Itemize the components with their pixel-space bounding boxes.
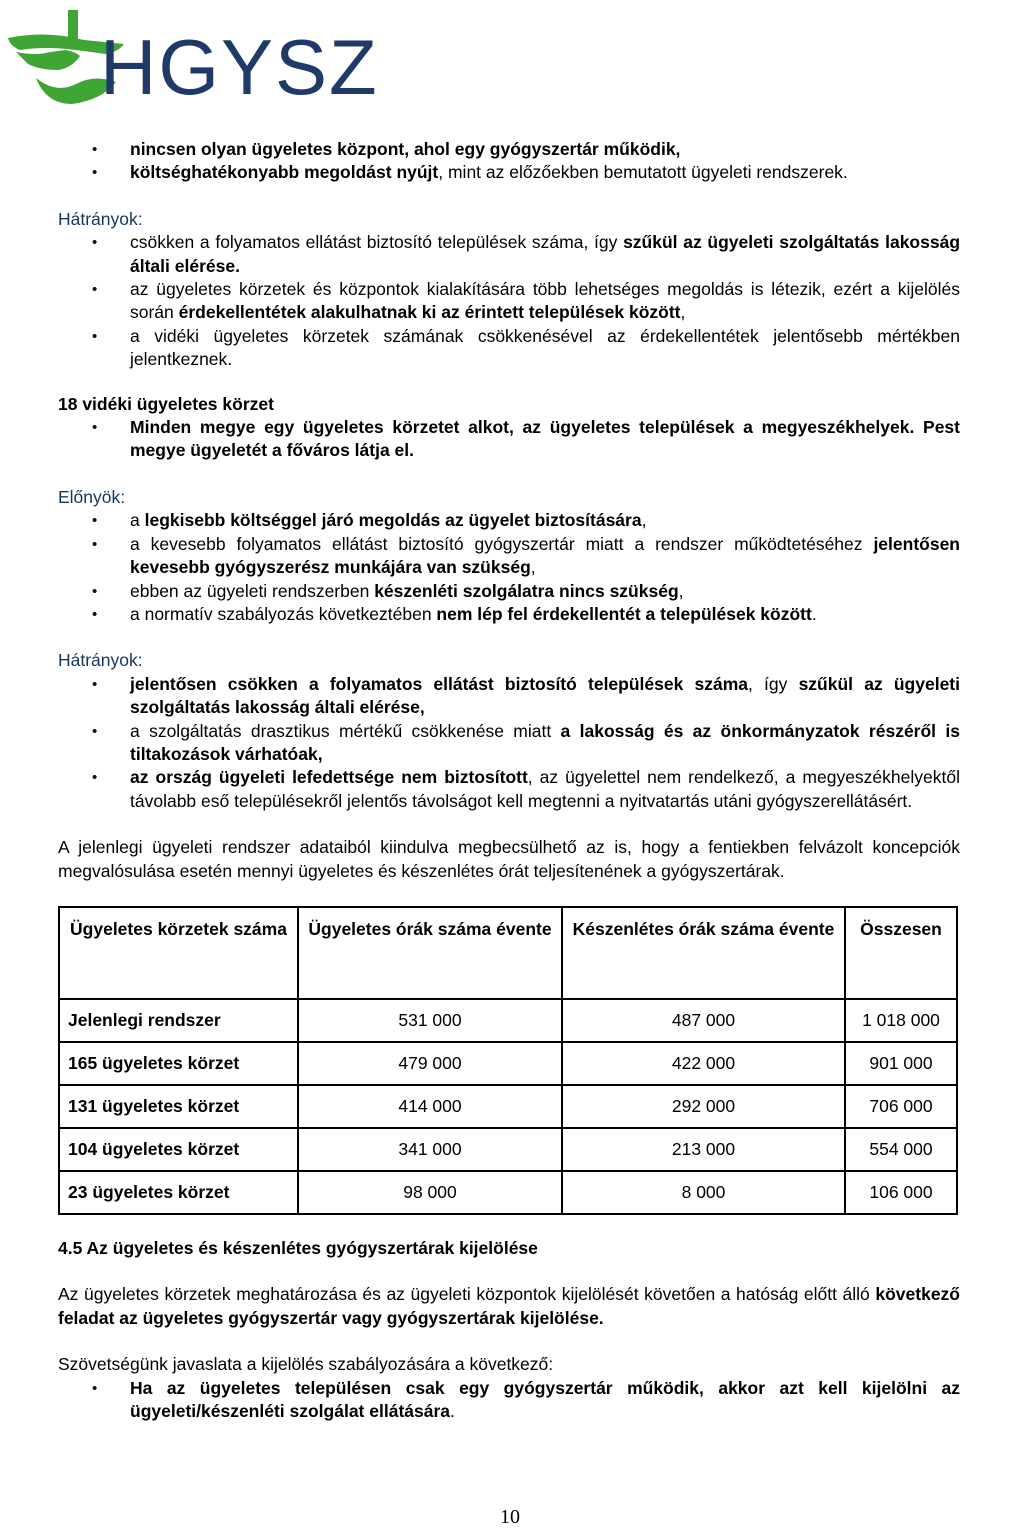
- table-row: [59, 1128, 957, 1171]
- logo-text: HGYSZ: [100, 23, 379, 111]
- table-row: [59, 999, 957, 1042]
- list-item: • az ügyeletes körzetek és központok kialakítására több lehetséges megoldás is létezik, ezért a kijelölés során érdekellentétek alakulhatnak ki az érintett települések között,: [58, 278, 960, 325]
- list-item: • Ha az ügyeletes településen csak egy gyógyszertár működik, akkor azt kell kijelölni az ügyeleti/készenléti szolgálat ellátására.: [58, 1377, 960, 1424]
- list-item: • a szolgáltatás drasztikus mértékű csökkenése miatt a lakosság és az önkormányzatok részéről is tiltakozások várhatóak,: [58, 720, 960, 767]
- paragraph: A jelenlegi ügyeleti rendszer adataiból kiindulva megbecsülhető az is, hogy a fentiekben felvázolt koncepciók megvalósulása esetén mennyi ügyeletes és készenlétes órát teljesítenének a gyógyszertárak.: [58, 837, 960, 881]
- table-header-row: [59, 907, 957, 999]
- table-cell: 479 000: [298, 1042, 562, 1085]
- table-row: [59, 1085, 957, 1128]
- list-item: • a vidéki ügyeletes körzetek számának csökkenésével az érdekellentétek jelentősebb mértékben jelentkeznek.: [58, 325, 960, 372]
- table-cell: 23 ügyeletes körzet: [59, 1171, 298, 1214]
- column-header: Összesen: [845, 907, 957, 999]
- list-item: • jelentősen csökken a folyamatos ellátást biztosító települések száma, így szűkül az ügyeleti szolgáltatás lakosság általi elérése,: [58, 673, 960, 720]
- list-item: • ebben az ügyeleti rendszerben készenléti szolgálatra nincs szükség,: [58, 580, 960, 603]
- table-cell: 487 000: [562, 999, 845, 1042]
- table-cell: 341 000: [298, 1128, 562, 1171]
- table-cell: 131 ügyeletes körzet: [59, 1085, 298, 1128]
- column-header: Ügyeletes órák száma évente: [298, 907, 562, 999]
- advantages-list: [58, 509, 960, 626]
- table-cell: 98 000: [298, 1171, 562, 1214]
- table-cell: 554 000: [845, 1128, 957, 1171]
- list-item: • Minden megye egy ügyeletes körzetet alkot, az ügyeletes települések a megyeszékhelyek. Pest megye ügyeletét a főváros látja el.: [58, 416, 960, 463]
- list-item: • a kevesebb folyamatos ellátást biztosító gyógyszertár miatt a rendszer működtetéséhez jelentősen kevesebb gyógyszerész munkájára van szükség,: [58, 533, 960, 580]
- column-header: Készenlétes órák száma évente: [562, 907, 845, 999]
- paragraph: Az ügyeletes körzetek meghatározása és az ügyeleti központok kijelölését követően a hatóság előtt álló következő feladat az ügyeletes gyógyszertár vagy gyógyszertárak kijelölése.: [58, 1284, 960, 1328]
- hgysz-logo: [6, 4, 379, 111]
- table-cell: 414 000: [298, 1085, 562, 1128]
- proposal-list: [58, 1377, 960, 1424]
- page-number: 10: [500, 1506, 520, 1528]
- hours-table: [58, 906, 958, 1215]
- section2-list: [58, 416, 960, 463]
- table-cell: 901 000: [845, 1042, 957, 1085]
- disadvantages-label: Hátrányok:: [58, 208, 143, 229]
- list-item: • a normatív szabályozás következtében nem lép fel érdekellentét a települések között.: [58, 603, 960, 626]
- list-item: • a legkisebb költséggel járó megoldás az ügyelet biztosítására,: [58, 509, 960, 532]
- list-item: • költséghatékonyabb megoldást nyújt, mint az előzőekben bemutatott ügyeleti rendszerek.: [58, 161, 960, 184]
- section-title: 18 vidéki ügyeletes körzet: [58, 393, 274, 414]
- advantages-label: Előnyök:: [58, 486, 126, 507]
- table-cell: 165 ügyeletes körzet: [59, 1042, 298, 1085]
- table-cell: Jelenlegi rendszer: [59, 999, 298, 1042]
- table-cell: 1 018 000: [845, 999, 957, 1042]
- section-heading: 4.5 Az ügyeletes és készenlétes gyógyszertárak kijelölése: [58, 1237, 538, 1258]
- table-row: [59, 1171, 957, 1214]
- table-cell: 292 000: [562, 1085, 845, 1128]
- table-cell: 531 000: [298, 999, 562, 1042]
- table-cell: 106 000: [845, 1171, 957, 1214]
- table-row: [59, 1042, 957, 1085]
- disadvantages-list-2: [58, 673, 960, 813]
- paragraph: Szövetségünk javaslata a kijelölés szabályozására a következő:: [58, 1354, 554, 1375]
- table-cell: 706 000: [845, 1085, 957, 1128]
- benefits-list: [58, 138, 960, 185]
- list-item: • nincsen olyan ügyeletes központ, ahol egy gyógyszertár működik,: [58, 138, 960, 161]
- list-item: • az ország ügyeleti lefedettsége nem biztosított, az ügyelettel nem rendelkező, a megyeszékhelyektől távolabb eső településekről jelentős távolságot kell megtenni a nyitvatartás utáni gyógyszerellátásért.: [58, 766, 960, 813]
- disadvantages-label-2: Hátrányok:: [58, 650, 143, 671]
- document-body: [58, 138, 960, 1423]
- table-cell: 213 000: [562, 1128, 845, 1171]
- table-cell: 8 000: [562, 1171, 845, 1214]
- disadvantages-list: [58, 231, 960, 371]
- column-header: Ügyeletes körzetek száma: [59, 907, 298, 999]
- table-cell: 104 ügyeletes körzet: [59, 1128, 298, 1171]
- table-cell: 422 000: [562, 1042, 845, 1085]
- list-item: • csökken a folyamatos ellátást biztosító települések száma, így szűkül az ügyeleti szolgáltatás lakosság általi elérése.: [58, 231, 960, 278]
